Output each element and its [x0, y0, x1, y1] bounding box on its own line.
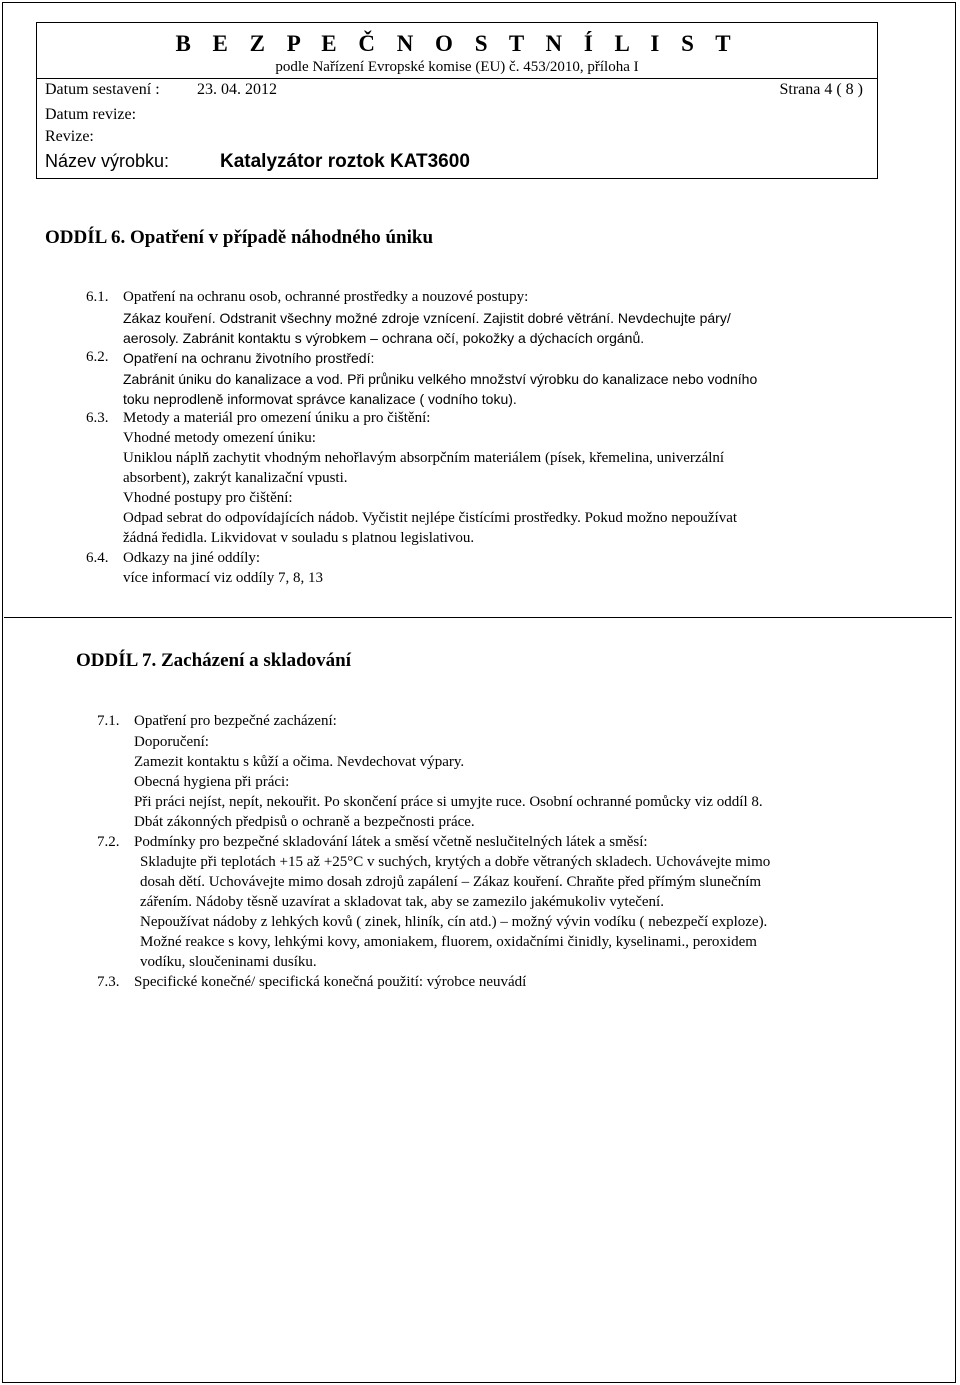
revision-date-label: Datum revize:: [45, 106, 137, 123]
section-7-1-text: Doporučení:: [134, 734, 209, 750]
section-6-3-text: Vhodné metody omezení úniku:: [123, 430, 316, 446]
section-7-2-text: Skladujte při teplotách +15 až +25°C v suchých, krytých a dobře větraných skladech. Uchovávejte mimo: [140, 854, 771, 870]
section-6-3-text: žádná ředidla. Likvidovat v souladu s platnou legislativou.: [123, 530, 475, 546]
product-row: [45, 151, 470, 172]
document-header: [36, 22, 878, 179]
section-6-3-title: Metody a materiál pro omezení úniku a pro čištění:: [123, 410, 431, 426]
section-7-2-text: vodíku, sloučeninami dusíku.: [140, 954, 317, 970]
section-6-3-text: absorbent), zakrýt kanalizační vpusti.: [123, 470, 348, 486]
section-7-3-title: Specifické konečné/ specifická konečná použití: výrobce neuvádí: [134, 974, 527, 990]
section-7-1-number: 7.1.: [97, 713, 120, 729]
section-7-2-text: Možné reakce s kovy, lehkými kovy, amoniakem, fluorem, oxidačními činidly, kyselinami., peroxidem: [140, 934, 757, 950]
date-compiled-value: 23. 04. 2012: [197, 81, 277, 98]
section-6-1-number: 6.1.: [86, 289, 109, 305]
product-name: Katalyzátor roztok KAT3600: [220, 151, 470, 172]
section-7-2-text: dosah dětí. Uchovávejte mimo dosah zdrojů zapálení – Zákaz kouření. Chraňte před přímým slunečním: [140, 874, 762, 890]
section-6-2-title: Opatření na ochranu životního prostředí:: [123, 350, 375, 366]
section-6-1-text: Zákaz kouření. Odstranit všechny možné zdroje vznícení. Zajistit dobré větrání. Nevdechujte páry/: [123, 310, 731, 326]
section-7-1-text: Dbát zákonných předpisů o ochraně a bezpečnosti práce.: [134, 814, 475, 830]
section-7-2-number: 7.2.: [97, 834, 120, 850]
section-7-3-number: 7.3.: [97, 974, 120, 990]
product-label: Název výrobku:: [45, 151, 170, 171]
section-6-3-number: 6.3.: [86, 410, 109, 426]
section-7-1-title: Opatření pro bezpečné zacházení:: [134, 713, 337, 729]
section-7-1-text: Při práci nejíst, nepít, nekouřit. Po skončení práce si umyjte ruce. Osobní ochranné pomůcky viz oddíl 8.: [134, 794, 763, 810]
section-6-3-text: Vhodné postupy pro čištění:: [123, 490, 293, 506]
section-7-1-text: Zamezit kontaktu s kůží a očima. Nevdechovat výpary.: [134, 754, 465, 770]
section-6-4-number: 6.4.: [86, 550, 109, 566]
section-6-2-number: 6.2.: [86, 349, 109, 365]
section-6-3-text: Uniklou náplň zachytit vhodným nehořlavým absorpčním materiálem (písek, křemelina, univerzální: [123, 450, 725, 466]
section-6-2-text: toku neprodleně informovat správce kanalizace ( vodního toku).: [123, 391, 517, 407]
page-number: Strana 4 ( 8 ): [779, 81, 863, 98]
section-6-3-text: Odpad sebrat do odpovídajících nádob. Vyčistit nejlépe čistícími prostředky. Pokud možno nepoužívat: [123, 510, 738, 526]
header-divider: [37, 78, 877, 79]
page-border: [2, 2, 956, 1383]
date-compiled-row: [45, 81, 277, 99]
section-7-1-text: Obecná hygiena při práci:: [134, 774, 290, 790]
section-7-heading: ODDÍL 7. Zacházení a skladování: [76, 650, 352, 671]
revision-date-row: [45, 106, 136, 124]
revision-row: [45, 128, 94, 146]
section-6-2-text: Zabránit úniku do kanalizace a vod. Při průniku velkého množství výrobku do kanalizace nebo vodního: [123, 371, 758, 387]
document-title: B E Z P E Č N O S T N Í L I S T: [175, 31, 739, 56]
section-7-2-title: Podmínky pro bezpečné skladování látek a směsí včetně neslučitelných látek a směsí:: [134, 834, 648, 850]
section-6-4-title: Odkazy na jiné oddíly:: [123, 550, 261, 566]
regulation-subtitle: podle Nařízení Evropské komise (EU) č. 453/2010, příloha I: [275, 59, 639, 75]
section-7-2-text: Nepoužívat nádoby z lehkých kovů ( zinek, hliník, cín atd.) – možný vývin vodíku ( nebezpečí exploze).: [140, 914, 768, 930]
section-6-1-title: Opatření na ochranu osob, ochranné prostředky a nouzové postupy:: [123, 289, 529, 305]
date-compiled-label: Datum sestavení :: [45, 81, 160, 98]
section-6-heading: ODDÍL 6. Opatření v případě náhodného úniku: [45, 227, 434, 248]
section-7-2-text: zářením. Nádoby těsně uzavírat a skladovat tak, aby se zamezilo jakémukoliv vytečení.: [140, 894, 664, 910]
section-6-4-text: více informací viz oddíly 7, 8, 13: [123, 570, 323, 586]
section-divider: [4, 617, 952, 618]
revision-label: Revize:: [45, 128, 94, 145]
section-6-1-text: aerosoly. Zabránit kontaktu s výrobkem – ochrana očí, pokožky a dýchacích orgánů.: [123, 330, 645, 346]
